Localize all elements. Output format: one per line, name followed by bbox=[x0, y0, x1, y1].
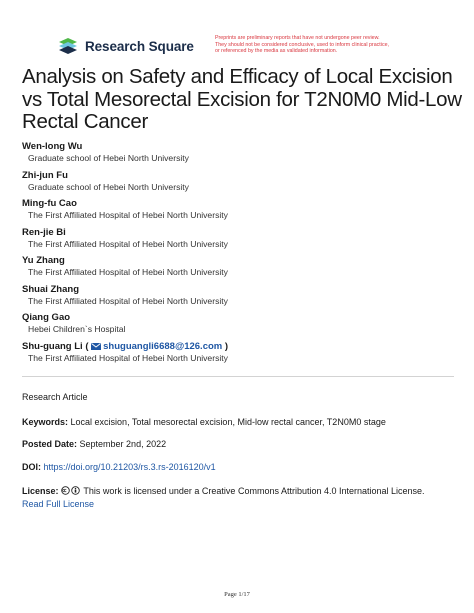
page-header bbox=[57, 36, 457, 62]
author-entry bbox=[22, 312, 462, 336]
doi-line bbox=[22, 461, 216, 473]
read-license-line bbox=[22, 498, 94, 510]
article-type: Research Article bbox=[22, 392, 88, 402]
author-affiliation: Graduate school of Hebei North University bbox=[28, 153, 189, 163]
envelope-icon bbox=[91, 343, 101, 350]
license-text: This work is licensed under a Creative Commons Attribution 4.0 International License. bbox=[83, 486, 425, 496]
author-affiliation: Hebei Children`s Hospital bbox=[28, 324, 126, 334]
page-number: Page 1/17 bbox=[224, 591, 250, 598]
paper-title: Analysis on Safety and Efficacy of Local Excision vs Total Mesorectal Excision for T2N0M0 Mid-Low Rectal Cancer bbox=[22, 65, 462, 133]
doi-link[interactable]: https://doi.org/10.21203/rs.3.rs-2016120/v1 bbox=[43, 462, 216, 472]
author-name: Shuai Zhang bbox=[22, 283, 79, 295]
brand-name: Research Square bbox=[85, 38, 194, 54]
license-label: License: bbox=[22, 486, 59, 496]
open-paren: ( bbox=[85, 340, 89, 352]
section-divider bbox=[22, 376, 454, 377]
author-name: Ren-jie Bi bbox=[22, 226, 66, 238]
author-name-line bbox=[22, 341, 462, 353]
posted-date-value: September 2nd, 2022 bbox=[79, 439, 167, 449]
author-name: Zhi-jun Fu bbox=[22, 169, 68, 181]
author-name: Ming-fu Cao bbox=[22, 198, 77, 209]
disclaimer-line: or referenced by the media as validated information. bbox=[215, 48, 338, 55]
author-affiliation: The First Affiliated Hospital of Hebei North University bbox=[28, 352, 228, 363]
keywords-value: Local excision, Total mesorectal excision, Mid-low rectal cancer, T2N0M0 stage bbox=[70, 417, 386, 427]
author-entry bbox=[22, 255, 462, 279]
research-square-logo[interactable] bbox=[57, 36, 194, 56]
corresponding-author-entry bbox=[22, 341, 462, 365]
author-affiliation: The First Affiliated Hospital of Hebei North University bbox=[28, 238, 228, 249]
corresponding-author-name: Shu-guang Li bbox=[22, 340, 83, 352]
author-name: Wen-long Wu bbox=[22, 141, 83, 152]
author-name: Yu Zhang bbox=[22, 255, 65, 266]
author-entry bbox=[22, 198, 462, 222]
disclaimer-line: They should not be considered conclusive, used to inform clinical practice, bbox=[215, 41, 390, 48]
author-name: Qiang Gao bbox=[22, 312, 71, 323]
close-paren: ) bbox=[224, 340, 229, 352]
preprint-disclaimer bbox=[215, 35, 465, 55]
author-entry bbox=[22, 227, 462, 251]
posted-date-line bbox=[22, 438, 166, 450]
author-affiliation: The First Affiliated Hospital of Hebei North University bbox=[28, 267, 228, 277]
author-affiliation: The First Affiliated Hospital of Hebei North University bbox=[28, 295, 228, 306]
read-full-license-link[interactable]: Read Full License bbox=[22, 499, 95, 509]
keywords-line bbox=[22, 416, 386, 428]
author-affiliation: The First Affiliated Hospital of Hebei North University bbox=[28, 210, 228, 220]
email-text: shuguangli6688@126.com bbox=[103, 340, 223, 352]
author-list bbox=[22, 141, 462, 369]
research-square-logo-icon bbox=[57, 36, 79, 56]
disclaimer-line: Preprints are preliminary reports that have not undergone peer review. bbox=[215, 35, 380, 41]
author-entry bbox=[22, 284, 462, 308]
keywords-label: Keywords: bbox=[22, 417, 69, 427]
author-entry bbox=[22, 170, 462, 194]
author-affiliation: Graduate school of Hebei North University bbox=[28, 181, 189, 192]
corresponding-email-link[interactable] bbox=[91, 341, 225, 352]
creative-commons-icon bbox=[61, 486, 81, 495]
posted-date-label: Posted Date: bbox=[22, 439, 78, 449]
license-line bbox=[22, 485, 425, 497]
doi-label: DOI: bbox=[22, 462, 41, 472]
author-entry bbox=[22, 141, 462, 165]
